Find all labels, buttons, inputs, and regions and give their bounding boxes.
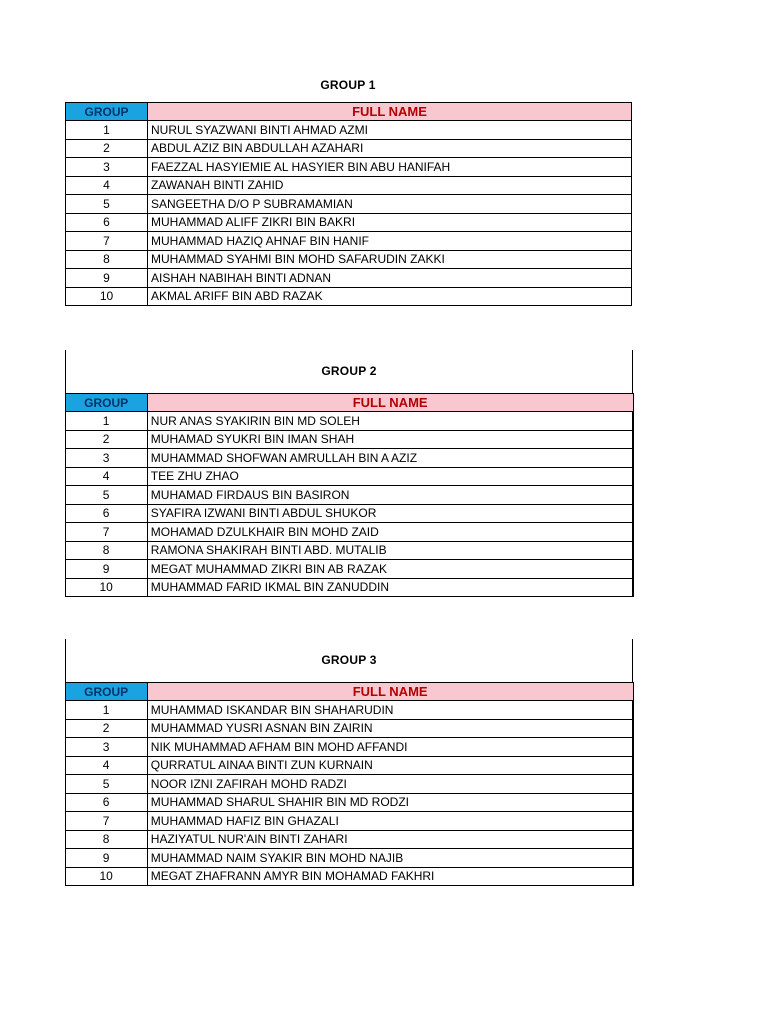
table-row bbox=[65, 578, 633, 597]
table-row bbox=[66, 139, 632, 158]
row-number: 2 bbox=[66, 139, 148, 158]
full-name-cell: MUHAMMAD HAFIZ BIN GHAZALI bbox=[147, 812, 633, 831]
full-name-column-header: FULL NAME bbox=[147, 394, 633, 412]
table-row bbox=[66, 213, 632, 232]
row-number: 5 bbox=[65, 486, 147, 505]
row-number: 7 bbox=[65, 523, 147, 542]
group-1-title: GROUP 1 bbox=[320, 78, 376, 92]
full-name-cell: NOOR IZNI ZAFIRAH MOHD RADZI bbox=[147, 775, 633, 794]
row-number: 5 bbox=[65, 775, 147, 794]
full-name-cell: ZAWANAH BINTI ZAHID bbox=[148, 176, 632, 195]
full-name-cell: MUHAMMAD NAIM SYAKIR BIN MOHD NAJIB bbox=[147, 849, 633, 868]
table-row bbox=[65, 775, 633, 794]
group-column-header: GROUP bbox=[66, 103, 148, 121]
table-row bbox=[65, 793, 633, 812]
full-name-cell: ABDUL AZIZ BIN ABDULLAH AZAHARI bbox=[148, 139, 632, 158]
table-row bbox=[65, 467, 633, 486]
row-number: 6 bbox=[65, 504, 147, 523]
table-row bbox=[66, 158, 632, 177]
table-row bbox=[65, 430, 633, 449]
full-name-cell: FAEZZAL HASYIEMIE AL HASYIER BIN ABU HANIFAH bbox=[148, 158, 632, 177]
full-name-cell: NURUL SYAZWANI BINTI AHMAD AZMI bbox=[148, 121, 632, 140]
group-column-header: GROUP bbox=[65, 394, 147, 412]
full-name-cell: MEGAT ZHAFRANN AMYR BIN MOHAMAD FAKHRI bbox=[147, 867, 633, 886]
full-name-cell: MUHAMMAD SYAHMI BIN MOHD SAFARUDIN ZAKKI bbox=[148, 250, 632, 269]
row-number: 9 bbox=[66, 269, 148, 288]
full-name-cell: RAMONA SHAKIRAH BINTI ABD. MUTALIB bbox=[147, 541, 633, 560]
row-number: 4 bbox=[65, 467, 147, 486]
table-row bbox=[65, 504, 633, 523]
full-name-cell: MUHAMMAD FARID IKMAL BIN ZANUDDIN bbox=[147, 578, 633, 597]
full-name-cell: MUHAMMAD HAZIQ AHNAF BIN HANIF bbox=[148, 232, 632, 251]
table-row bbox=[65, 719, 633, 738]
table-row bbox=[65, 412, 633, 431]
group-column-header: GROUP bbox=[65, 683, 147, 701]
group-1-table bbox=[65, 102, 632, 306]
full-name-cell: SYAFIRA IZWANI BINTI ABDUL SHUKOR bbox=[147, 504, 633, 523]
table-row bbox=[65, 738, 633, 757]
full-name-cell: MUHAMMAD ALIFF ZIKRI BIN BAKRI bbox=[148, 213, 632, 232]
table-row bbox=[65, 560, 633, 579]
table-row bbox=[65, 849, 633, 868]
row-number: 8 bbox=[65, 830, 147, 849]
row-number: 3 bbox=[65, 738, 147, 757]
table-row bbox=[66, 250, 632, 269]
row-number: 10 bbox=[66, 287, 148, 306]
table-row bbox=[65, 701, 633, 720]
full-name-cell: NIK MUHAMMAD AFHAM BIN MOHD AFFANDI bbox=[147, 738, 633, 757]
group-2-title: GROUP 2 bbox=[321, 364, 377, 378]
full-name-cell: MOHAMAD DZULKHAIR BIN MOHD ZAID bbox=[147, 523, 633, 542]
table-row bbox=[66, 121, 632, 140]
row-number: 10 bbox=[65, 867, 147, 886]
table-row bbox=[66, 287, 632, 306]
row-number: 1 bbox=[65, 412, 147, 431]
row-number: 6 bbox=[66, 213, 148, 232]
full-name-cell: TEE ZHU ZHAO bbox=[147, 467, 633, 486]
full-name-cell: NUR ANAS SYAKIRIN BIN MD SOLEH bbox=[147, 412, 633, 431]
group-1-section bbox=[65, 0, 631, 306]
table-row bbox=[66, 195, 632, 214]
table-row bbox=[65, 867, 633, 886]
full-name-cell: AISHAH NABIHAH BINTI ADNAN bbox=[148, 269, 632, 288]
table-header-row bbox=[66, 103, 632, 121]
group-2-table bbox=[65, 393, 634, 597]
table-row bbox=[65, 812, 633, 831]
row-number: 2 bbox=[65, 430, 147, 449]
table-row bbox=[66, 232, 632, 251]
table-row bbox=[65, 541, 633, 560]
group-3-section bbox=[65, 639, 633, 886]
full-name-column-header: FULL NAME bbox=[147, 683, 633, 701]
row-number: 4 bbox=[65, 756, 147, 775]
row-number: 2 bbox=[65, 719, 147, 738]
row-number: 7 bbox=[66, 232, 148, 251]
table-row bbox=[65, 756, 633, 775]
row-number: 6 bbox=[65, 793, 147, 812]
row-number: 5 bbox=[66, 195, 148, 214]
group-3-table bbox=[65, 682, 634, 886]
full-name-column-header: FULL NAME bbox=[148, 103, 632, 121]
full-name-cell: HAZIYATUL NUR'AIN BINTI ZAHARI bbox=[147, 830, 633, 849]
row-number: 3 bbox=[66, 158, 148, 177]
table-header-row bbox=[65, 683, 633, 701]
table-header-row bbox=[65, 394, 633, 412]
full-name-cell: MUHAMAD SYUKRI BIN IMAN SHAH bbox=[147, 430, 633, 449]
table-row bbox=[66, 269, 632, 288]
table-row bbox=[65, 486, 633, 505]
row-number: 4 bbox=[66, 176, 148, 195]
row-number: 10 bbox=[65, 578, 147, 597]
row-number: 7 bbox=[65, 812, 147, 831]
group-3-title: GROUP 3 bbox=[321, 653, 377, 667]
full-name-cell: MUHAMMAD SHARUL SHAHIR BIN MD RODZI bbox=[147, 793, 633, 812]
full-name-cell: MUHAMMAD SHOFWAN AMRULLAH BIN A AZIZ bbox=[147, 449, 633, 468]
row-number: 9 bbox=[65, 560, 147, 579]
row-number: 1 bbox=[66, 121, 148, 140]
row-number: 9 bbox=[65, 849, 147, 868]
table-row bbox=[65, 449, 633, 468]
full-name-cell: MEGAT MUHAMMAD ZIKRI BIN AB RAZAK bbox=[147, 560, 633, 579]
table-row bbox=[65, 830, 633, 849]
row-number: 1 bbox=[65, 701, 147, 720]
row-number: 3 bbox=[65, 449, 147, 468]
full-name-cell: MUHAMMAD YUSRI ASNAN BIN ZAIRIN bbox=[147, 719, 633, 738]
row-number: 8 bbox=[66, 250, 148, 269]
row-number: 8 bbox=[65, 541, 147, 560]
table-row bbox=[65, 523, 633, 542]
group-2-section bbox=[65, 350, 633, 597]
table-row bbox=[66, 176, 632, 195]
full-name-cell: AKMAL ARIFF BIN ABD RAZAK bbox=[148, 287, 632, 306]
full-name-cell: SANGEETHA D/O P SUBRAMAMIAN bbox=[148, 195, 632, 214]
full-name-cell: MUHAMMAD ISKANDAR BIN SHAHARUDIN bbox=[147, 701, 633, 720]
full-name-cell: QURRATUL AINAA BINTI ZUN KURNAIN bbox=[147, 756, 633, 775]
full-name-cell: MUHAMAD FIRDAUS BIN BASIRON bbox=[147, 486, 633, 505]
